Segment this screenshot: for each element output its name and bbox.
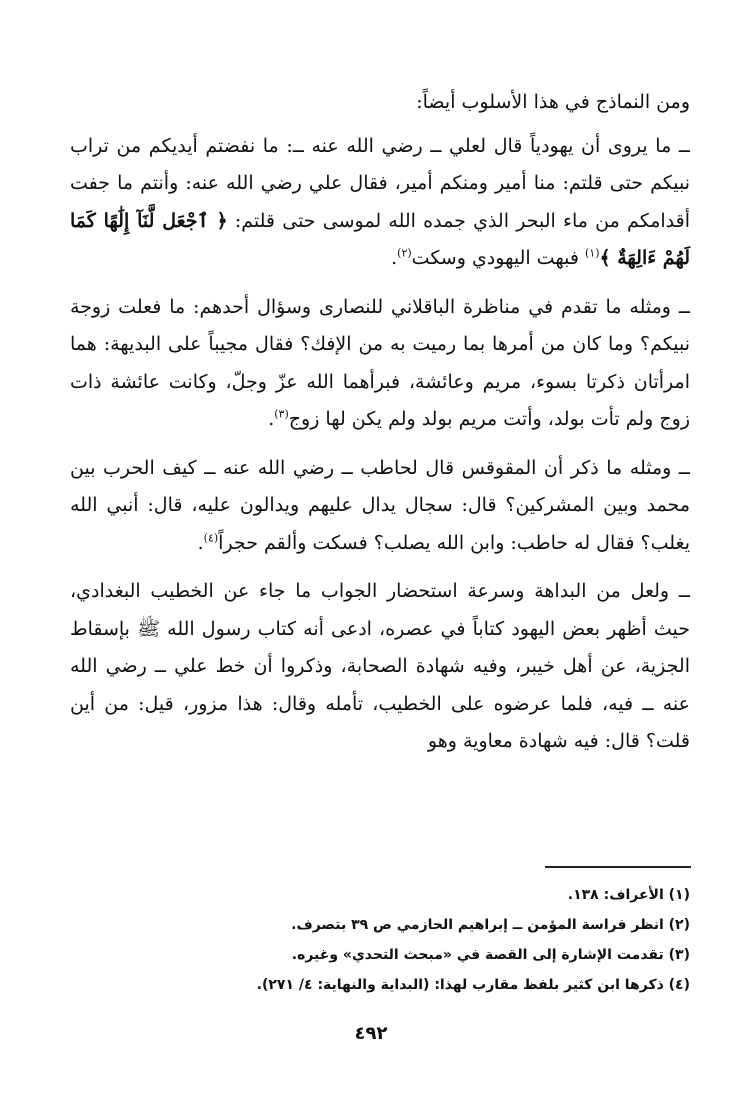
- paragraph-3: [70, 450, 690, 563]
- paragraph-4: [70, 573, 690, 761]
- quran-verse: ﴿ ٱجْعَل لَّنَآ إِلَٰهًا كَمَا لَهُمْ ءَالِهَةٌ ﴾: [70, 209, 690, 269]
- footnote-4: (٤) ذكرها ابن كثير بلفظ مقارب لهذا: (البداية والنهاية: ٤/ ٢٧١).: [256, 977, 690, 993]
- footnote-ref-3: (٣): [274, 407, 289, 421]
- footnote-2: (٢) انظر فراسة المؤمن ــ إبراهيم الحازمي ص ٣٩ بتصرف.: [291, 917, 690, 933]
- body-text: [70, 84, 690, 772]
- footnote-divider: [545, 866, 691, 868]
- footnote-ref-1: (١): [584, 246, 600, 260]
- paragraph-3-end: .: [197, 531, 204, 554]
- paragraph-1: [70, 128, 690, 278]
- intro-line: ومن النماذج في هذا الأسلوب أيضاً:: [416, 91, 690, 113]
- footnotes: [60, 880, 690, 1000]
- paragraph-1-end: .: [391, 247, 398, 269]
- footnote-1: (١) الأعراف: ١٣٨.: [567, 887, 690, 903]
- footnote-3: (٣) تقدمت الإشارة إلى القصة في «مبحث التحدي» وغيره.: [291, 947, 690, 963]
- page-number: ٤٩٢: [354, 1023, 388, 1044]
- paragraph-2: [70, 289, 690, 439]
- paragraph-3-text: ــ ومثله ما ذكر أن المقوقس قال لحاطب ــ رضي الله عنه ــ كيف الحرب بين محمد وبين المشركين؟ قال: سجال يدال عليهم ويدالون عليه، قال: أنبي الله يغلب؟ فقال له حاطب: وابن الله يصلب؟ فسكت وألقم حجراً: [70, 456, 690, 554]
- paragraph-4-text: ــ ولعل من البداهة وسرعة استحضار الجواب ما جاء عن الخطيب البغدادي، حيث أظهر بعض اليهود كتاباً في عصره، ادعى أنه كتاب رسول الله ﷺ بإسقاط الجزية، عن أهل خيبر، وفيه شهادة الصحابة، وذكروا أن خط علي ــ رضي الله عنه ــ فيه، فلما عرضوه على الخطيب، تأمله وقال: هذا مزور، قيل: من أين قلت؟ قال: فيه شهادة معاوية وهو: [70, 580, 690, 752]
- paragraph-2-text: ــ ومثله ما تقدم في مناظرة الباقلاني للنصارى وسؤال أحدهم: ما فعلت زوجة نبيكم؟ وما كان من أمرها بما رميت به من الإفك؟ فقال مجيباً على البديهة: هما امرأتان ذكرتا بسوء، مريم وعائشة، فبرأهما الله عزّ وجلّ، وكانت عائشة ذات زوج ولم تأت بولد، وأتت مريم بولد ولم يكن لها زوج: [70, 295, 690, 430]
- paragraph-1-text: ــ ما يروى أن يهودياً قال لعلي ــ رضي الله عنه ــ: ما نفضتم أيديكم من تراب نبيكم حتى قلتم: منا أمير ومنكم أمير، فقال علي رضي الله عنه: وأنتم ما جفت أقدامكم من ماء البحر الذي جمده الله لموسى حتى قلتم:: [70, 134, 690, 232]
- paragraph-1-tail: فبهت اليهودي وسكت: [411, 247, 585, 269]
- footnote-ref-2: (٢): [397, 246, 412, 260]
- paragraph-2-end: .: [268, 408, 275, 430]
- footnote-ref-4: (٤): [203, 531, 219, 545]
